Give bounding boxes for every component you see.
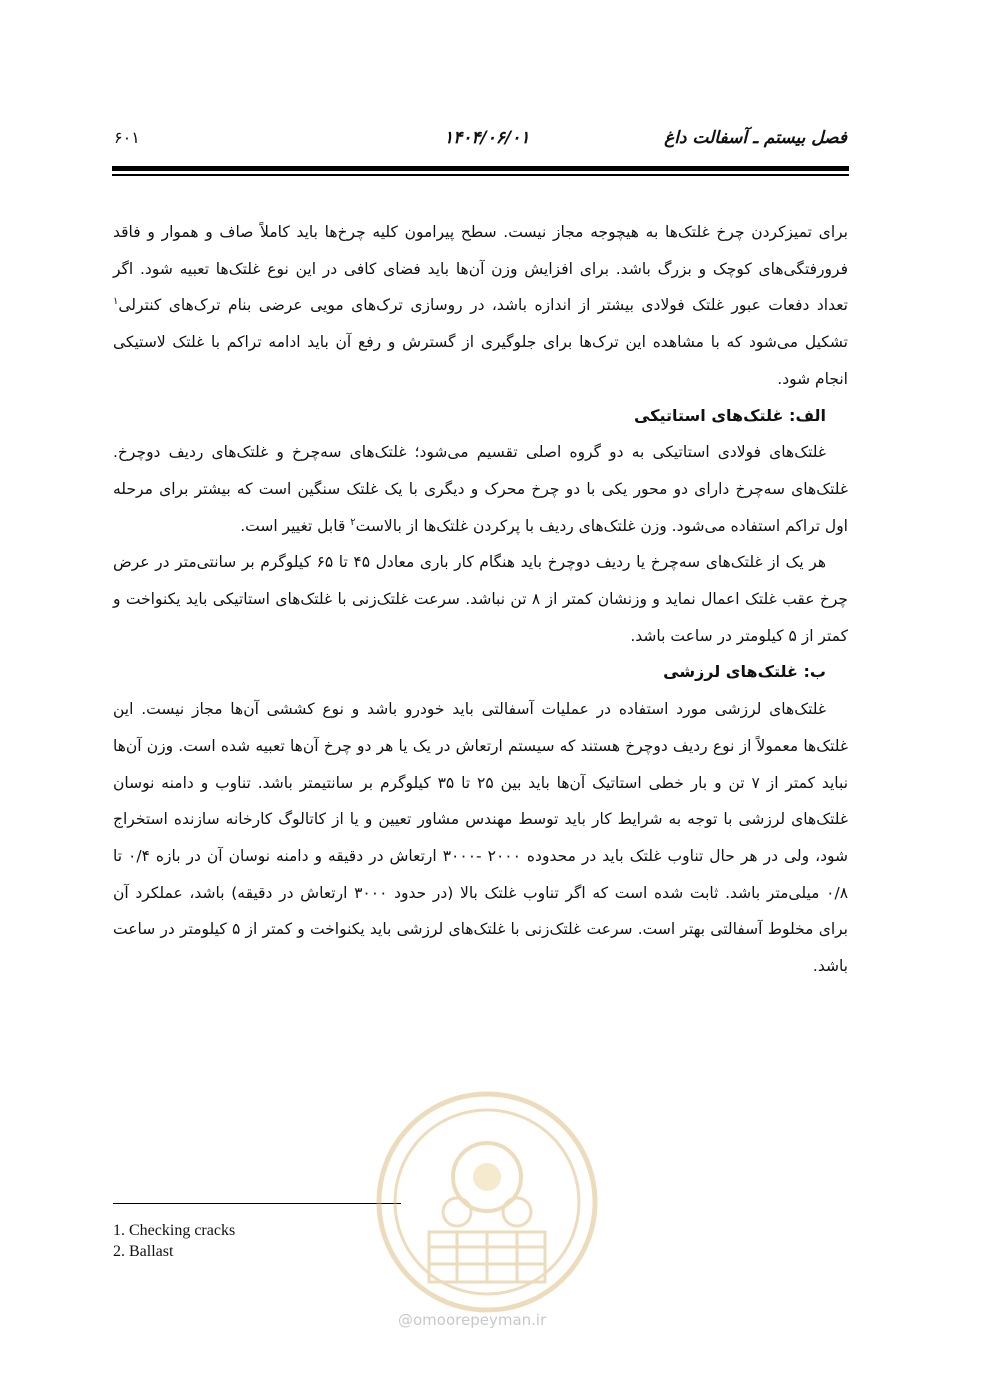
page-number: ۶۰۱ [114, 128, 140, 147]
watermark-seal-icon [367, 1082, 607, 1342]
footnotes [113, 1220, 235, 1262]
paragraph: غلتک‌های لرزشی مورد استفاده در عملیات آسفالتی باید خودرو باشد و نوع کششی آن‌ها مجاز نیست. این غلتک‌ها معمولاً از نوع ردیف دوچرخ هستند که سیستم ارتعاش در یک یا هر دو چرخ آن‌ها تعبیه شده است. وزن آن‌ها نباید کمتر از ۷ تن و بار خطی استاتیک آن‌ها باید بین ۲۵ تا ۳۵ کیلوگرم بر سانتیمتر باشد. تناوب و دامنه نوسان غلتک‌های لرزشی با توجه به شرایط کار باید توسط مهندس مشاور تعیین و یا از کاتالوگ کارخانه سازنده استخراج شود، ولی در هر حال تناوب غلتک باید در محدوده ۲۰۰۰ -۳۰۰۰ ارتعاش در دقیقه و دامنه نوسان آن در بازه ۰/۴ تا ۰/۸ میلی‌متر باشد. ثابت شده است که اگر تناوب غلتک بالا (در حدود ۳۰۰۰ ارتعاش در دقیقه) باشد، عملکرد آن برای مخلوط آسفالتی بهتر است. سرعت غلتک‌زنی با غلتک‌های لرزشی باید یکنواخت و کمتر از ۵ کیلومتر در ساعت باشد. [113, 700, 849, 976]
paragraph: برای تمیزکردن چرخ غلتک‌ها به هیچوجه مجاز نیست. سطح پیرامون کلیه چرخ‌ها باید کاملاً صاف و هموار و فاقد فرورفتگی‌های کوچک و بزرگ باشد. برای افزایش وزن آن‌ها باید فضای کافی در این نوع غلتک‌ها تعبیه شود. اگر تعداد دفعات عبور غلتک فولادی بیشتر از اندازه باشد، در روسازی ترک‌های مویی عرضی بنام ترک‌های کنترلی$^۱$ تشکیل می‌شود که با مشاهده این ترک‌ها برای جلوگیری از گسترش و رفع آن باید ادامه تراکم با غلتک لاستیکی انجام شود. [113, 223, 848, 388]
header-date: ۱۴۰۴/۰۶/۰۱ [444, 128, 530, 148]
chapter-title: فصل بیستم ـ آسفالت داغ [664, 128, 847, 148]
footnote-ref: ۱ [113, 296, 119, 308]
section-heading-static: الف: غلتک‌های استاتیکی [633, 405, 826, 425]
paragraph: هر یک از غلتک‌های سه‌چرخ یا ردیف دوچرخ باید هنگام کار باری معادل ۴۵ تا ۶۵ کیلوگرم بر سانتی‌متر در عرض چرخ عقب غلتک اعمال نماید و وزنشان کمتر از ۸ تن نباشد. سرعت غلتک‌زنی با غلتک‌های استاتیکی باید یکنواخت و کمتر از ۵ کیلومتر در ساعت باشد. [113, 553, 848, 645]
watermark-text: @omoorepeyman.ir [398, 1311, 547, 1329]
body-text [113, 214, 848, 985]
section-heading-vibratory: ب: غلتک‌های لرزشی [663, 662, 826, 682]
footnote-2: 2. Ballast [113, 1243, 174, 1260]
footnote-separator [113, 1203, 401, 1204]
page-header [112, 128, 847, 158]
footnote-ref: ۲ [350, 516, 356, 528]
header-rule-thin [112, 174, 849, 176]
header-rule-thick [112, 166, 849, 171]
footnote-1: 1. Checking cracks [113, 1222, 236, 1239]
paragraph: غلتک‌های فولادی استاتیکی به دو گروه اصلی تقسیم می‌شود؛ غلتک‌های سه‌چرخ و غلتک‌های ردیف دوچرخ. غلتک‌های سه‌چرخ دارای دو محور یکی با دو چرخ محرک و دیگری با یک غلتک سنگین است که بیشتر برای مرحله اول تراکم استفاده می‌شود. وزن غلتک‌های ردیف با پرکردن غلتک‌ها از بالاست$^۲$ قابل تغییر است. [113, 443, 848, 535]
